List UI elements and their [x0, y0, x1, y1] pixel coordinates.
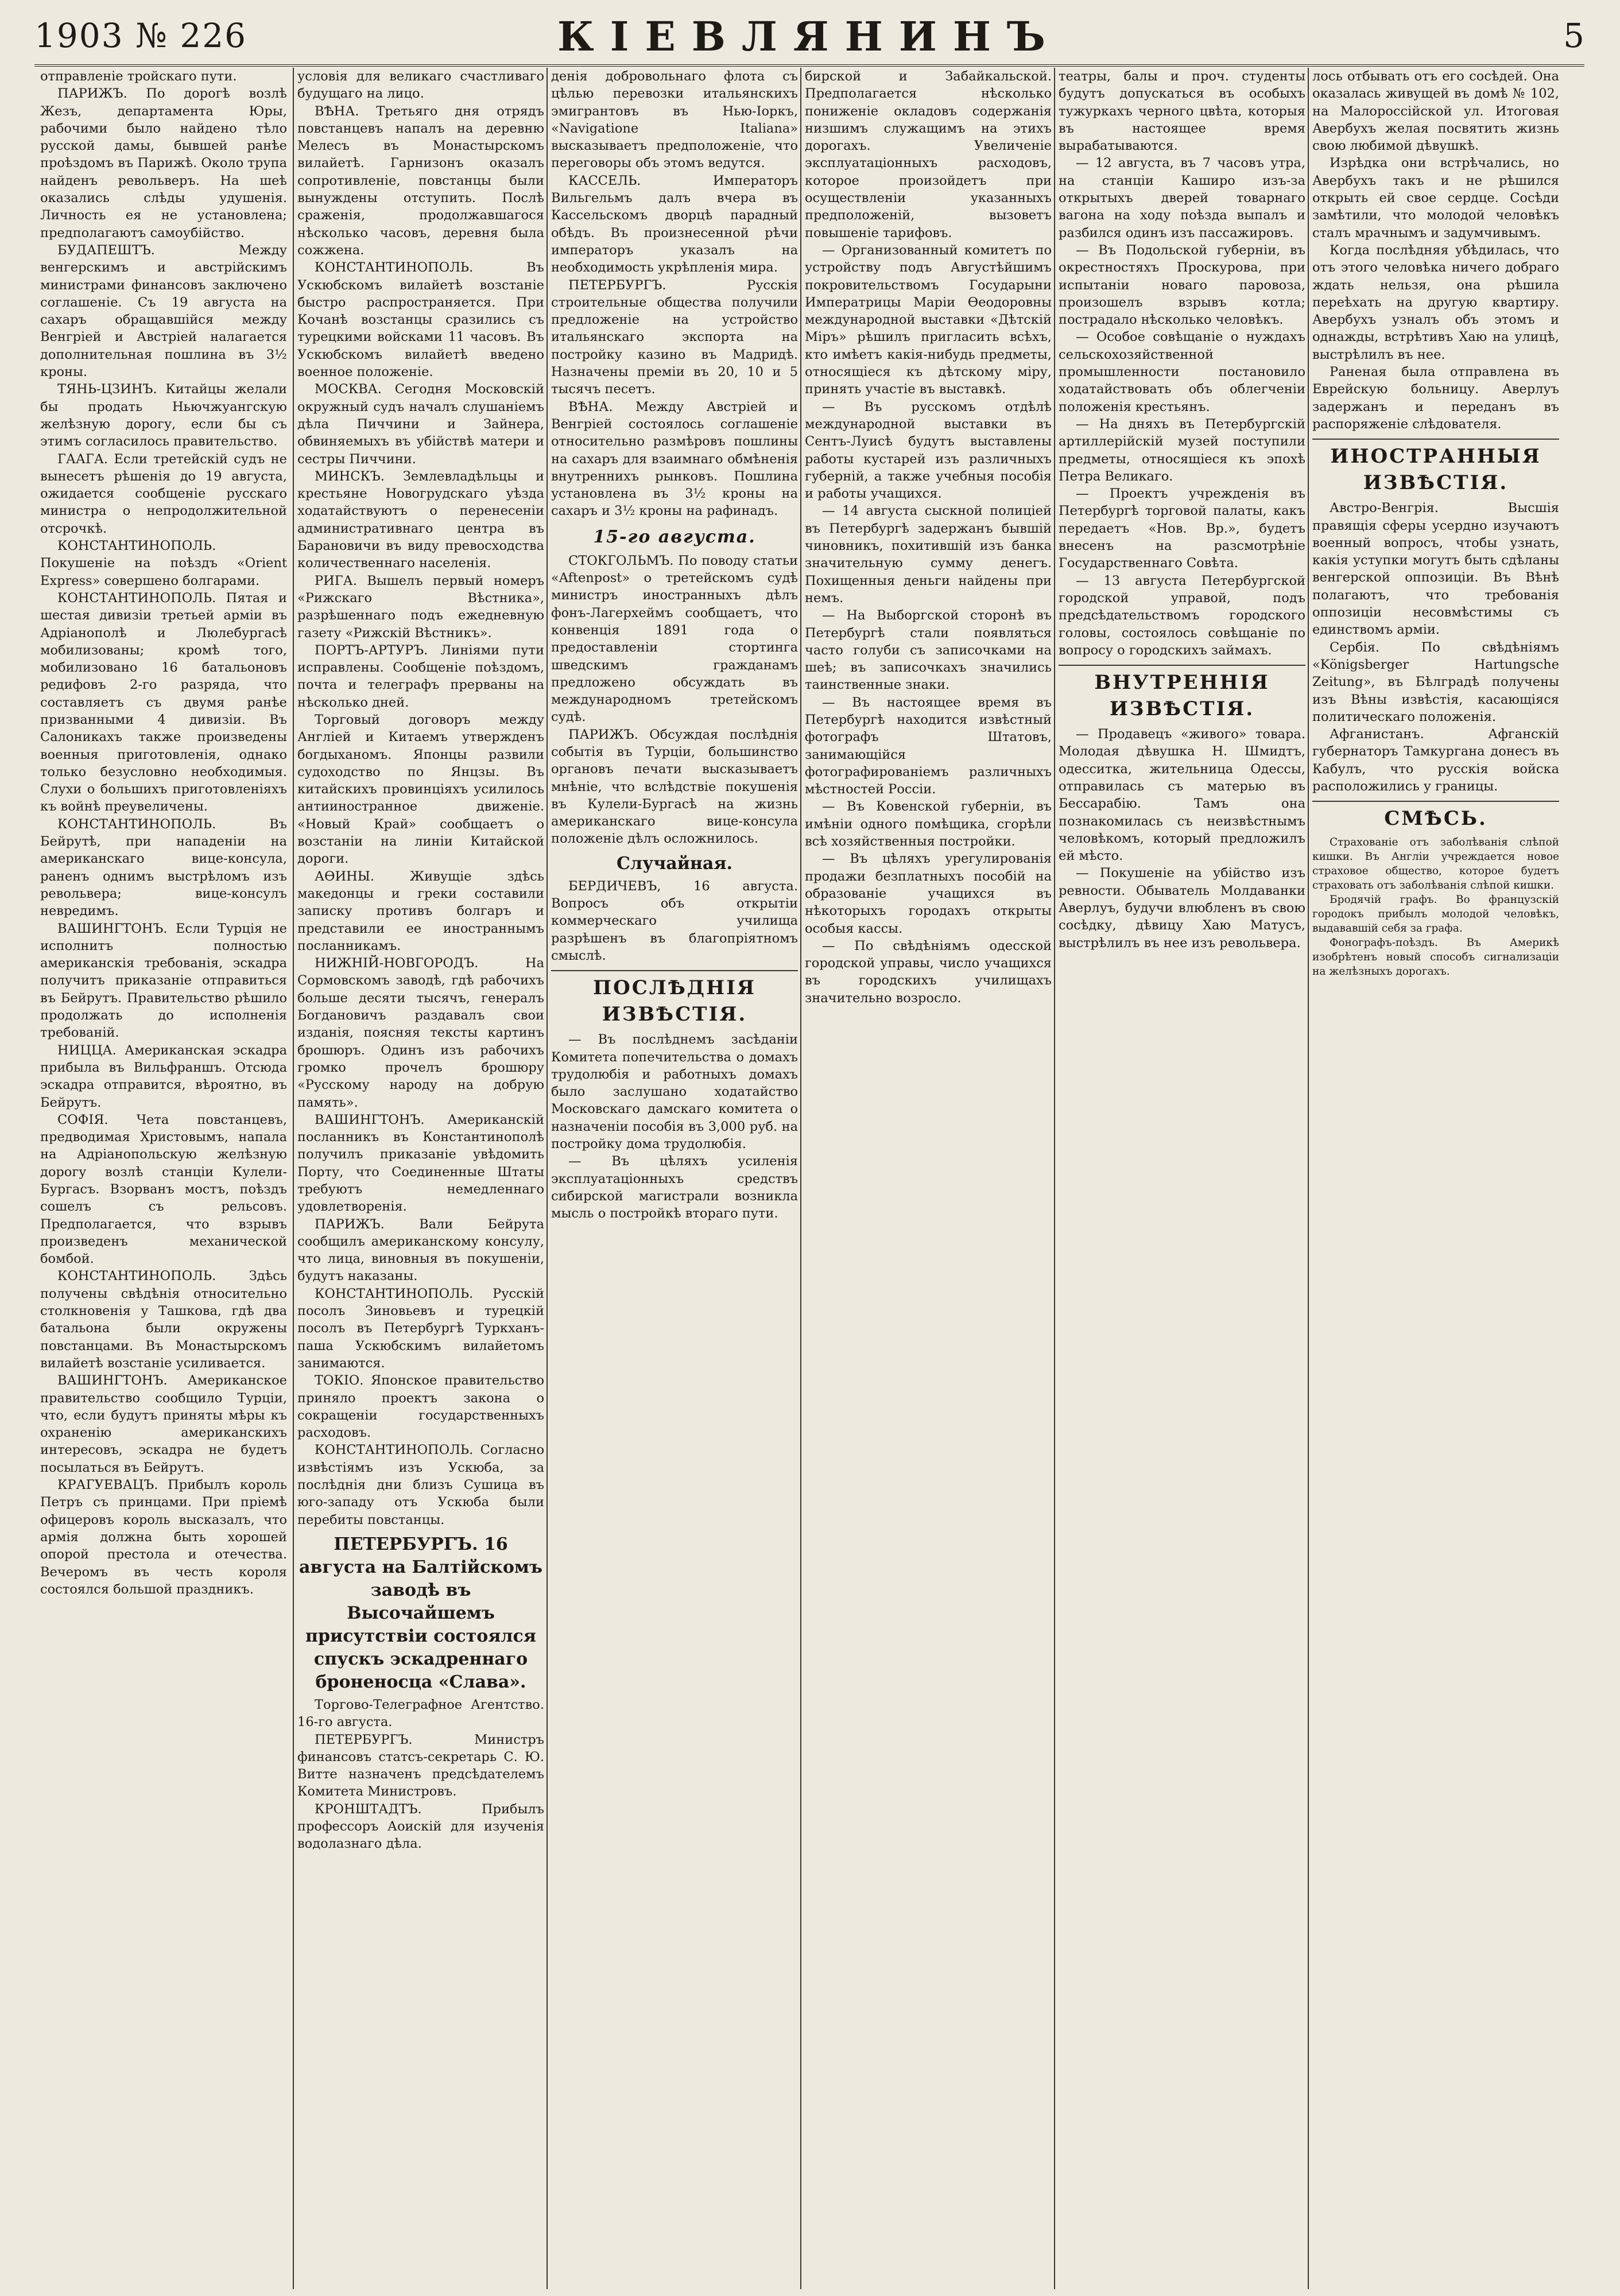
agency-heading: ПЕТЕРБУРГЪ. 16 августа на Балтійскомъ заводѣ въ Высочайшемъ присутствіи состоялся спускъ эскадреннаго броненосца «Слава».: [299, 1534, 542, 1692]
date-heading: 15-го августа.: [593, 526, 756, 547]
issue-number: 1903 № 226: [34, 16, 247, 55]
column-rule: [800, 68, 801, 2289]
rubric-heading: Случайная.: [617, 853, 733, 874]
news-paragraph: — Покушеніе на убійство изъ ревности. Обыватель Молдаванки Аверлуъ, будучи влюбленъ въ свою сосѣдку, дѣвицу Хаю Матусъ, выстрѣлилъ въ нее изъ револьвера.: [1059, 866, 1305, 951]
news-paragraph: ПЕТЕРБУРГЪ. Русскія строительные общества получили предложеніе на устройство итальянскаго экспорта на постройку казино въ Мадридѣ. Назначены преміи въ 20, 10 и 5 тысячъ песетъ.: [551, 277, 798, 397]
news-paragraph: ВѢНА. Между Австріей и Венгріей состоялось соглашеніе относительно размѣровъ пошлины на сахаръ для взаимнаго обмѣненія внутреннихъ рынковъ. Пошлина установлена въ 3½ кроны на сахаръ и 3½ кроны на рафинадъ.: [551, 399, 798, 519]
column-2: [297, 68, 544, 2289]
column-rule: [1308, 68, 1309, 2289]
news-paragraph: ПАРИЖЪ. Обсуждая послѣднія событія въ Турціи, большинство органовъ печати высказываетъ мнѣніе, что вслѣдствіе покушенія въ Кулели-Бургасѣ на жизнь американскаго вице-консула положеніе дѣлъ осложнилось.: [551, 727, 798, 847]
news-paragraph: Фонографъ-поѣздъ. Въ Америкѣ изобрѣтенъ новый способъ сигнализаціи на желѣзныхъ дорогахъ.: [1312, 937, 1559, 978]
news-paragraph: РИГА. Вышелъ первый номеръ «Рижскаго Вѣстника», разрѣшеннаго подъ ежедневную газету «Рижскій Вѣстникъ».: [297, 573, 544, 641]
news-paragraph: — Въ Подольской губерніи, въ окрестностяхъ Проскурова, при испытаніи новаго паровоза, произошелъ взрывъ котла; пострадало нѣсколько человѣкъ.: [1059, 242, 1305, 328]
news-paragraph: — 13 августа Петербургской городской управой, подъ предсѣдательствомъ городского головы, состоялось совѣщаніе по вопросу о городскихъ займахъ.: [1059, 573, 1305, 658]
news-paragraph: — Особое совѣщаніе о нуждахъ сельскохозяйственной промышленности постановило ходатайствовать объ облегченіи положенія крестьянъ.: [1059, 329, 1305, 414]
news-paragraph: КАССЕЛЬ. Императоръ Вильгельмъ далъ вчера въ Кассельскомъ дворцѣ парадный обѣдъ. Въ произнесенной рѣчи императоръ указалъ на необходимость укрѣпленія мира.: [551, 173, 798, 276]
column-1: [40, 68, 287, 2289]
news-paragraph: условія для великаго счастливаго будущаго на лицо.: [297, 69, 544, 102]
news-paragraph: театры, балы и проч. студенты будутъ допускаться въ особыхъ тужуркахъ черного цвѣта, которыя въ настоящее время вырабатываются.: [1059, 69, 1305, 154]
news-paragraph: Изрѣдка они встрѣчались, но Авербухъ такъ и не рѣшился открыть ей свое сердце. Сосѣди замѣтили, что молодой человѣкъ сталъ мрачнымъ и задумчивымъ.: [1312, 156, 1559, 241]
masthead: [34, 13, 1584, 67]
news-paragraph: ВАШИНГТОНЪ. Американскій посланникъ въ Константинополѣ получилъ приказаніе увѣдомить Порту, что Соединенные Штаты требуютъ немедленнаго удовлетворенія.: [297, 1112, 544, 1215]
news-paragraph: — Въ русскомъ отдѣлѣ международной выставки въ Сентъ-Луисѣ будутъ выставлены работы кустарей изъ различныхъ губерній, а также учебныя пособія и работы учащихся.: [805, 399, 1052, 502]
news-paragraph: — Въ цѣляхъ урегулированія продажи безплатныхъ пособій на образованіе учащихся въ нѣкоторыхъ городахъ открыты особыя кассы.: [805, 851, 1052, 936]
column-rule: [293, 68, 294, 2289]
news-paragraph: — Проектъ учрежденія въ Петербургѣ торговой палаты, какъ передаетъ «Нов. Вр.», будетъ внесенъ на разсмотрѣніе Государственнаго Совѣта.: [1059, 486, 1305, 571]
news-paragraph: ВАШИНГТОНЪ. Если Турція не исполнитъ полностью американскія требованія, эскадра получитъ приказаніе отправиться въ Бейрутъ. Правительство рѣшило продолжать до исполненія требованій.: [40, 921, 287, 1041]
news-paragraph: СТОКГОЛЬМЪ. По поводу статьи «Aftenpost» о третейскомъ судѣ министръ иностранныхъ дѣлъ фонъ-Лагерхеймъ сообщаетъ, что конвенція 1891 года о предоставленіи стортинга шведскимъ гражданамъ предложено обсуждать въ международномъ третейскомъ судѣ.: [551, 553, 798, 725]
news-paragraph: Раненая была отправлена въ Еврейскую больницу. Аверлуъ задержанъ и переданъ въ распоряженіе слѣдователя.: [1312, 364, 1559, 432]
news-paragraph: КОНСТАНТИНОПОЛЬ. Въ Ускюбскомъ вилайетѣ возстаніе быстро распространяется. При Кочанѣ возстанцы сразились съ турецкими войсками 11 часовъ. Въ Ускюбскомъ вилайетѣ введено военное положеніе.: [297, 260, 544, 380]
news-paragraph: — Организованный комитетъ по устройству подъ Августѣйшимъ покровительствомъ Государыни Императрицы Маріи Ѳеодоровны международной выставки «Дѣтскій Міръ» рѣшилъ пригласить всѣхъ, кто имѣетъ какія-нибудь предметы, относящіеся къ дѣтскому міру, принять участіе въ выставкѣ.: [805, 242, 1052, 397]
news-paragraph: ВѢНА. Третьяго дня отрядъ повстанцевъ напалъ на деревню Мелесъ въ Монастырскомъ вилайетѣ. Гарнизонъ оказалъ сопротивленіе, повстанцы были вынуждены отступить. Послѣ сраженія, продолжавшагося нѣсколько часовъ, деревня была сожжена.: [297, 103, 544, 258]
news-paragraph: — Въ настоящее время въ Петербургѣ находится извѣстный фотографъ Штатовъ, занимающійся фотографированіемъ различныхъ мѣстностей Россіи.: [805, 695, 1052, 797]
news-paragraph: МОСКВА. Сегодня Московскій окружный судъ началъ слушаніемъ дѣла Пиччини и Зайнера, обвиняемыхъ въ убійствѣ матери и сестры Пиччини.: [297, 382, 544, 467]
news-paragraph: ТЯНЬ-ЦЗИНЪ. Китайцы желали бы продать Ньючжуангскую желѣзную дорогу, если бы съ этимъ согласилось правительство.: [40, 382, 287, 449]
news-paragraph: отправленіе тройскаго пути.: [40, 69, 237, 84]
news-paragraph: лось отбывать отъ его сосѣдей. Она оказалась живущей въ домѣ № 102, на Малороссійской ул. Итоговая Авербухъ желая посвятить жизнь свою любимой дѣвушкѣ.: [1312, 69, 1559, 154]
column-4: [805, 68, 1052, 2289]
section-heading: ПОСЛѢДНІЯ ИЗВѢСТІЯ.: [551, 970, 798, 1027]
news-paragraph: — По свѣдѣніямъ одесской городской управы, число учащихся въ городскихъ училищахъ значительно возросло.: [805, 938, 1052, 1006]
news-paragraph: КОНСТАНТИНОПОЛЬ. Русскій посолъ Зиновьевъ и турецкій посолъ въ Петербургѣ Туркханъ-паша Ускюбскимъ вилайетомъ занимаются.: [297, 1286, 544, 1371]
section-heading: ИНОСТРАННЫЯ ИЗВѢСТІЯ.: [1312, 439, 1559, 496]
news-paragraph: МИНСКЪ. Землевладѣльцы и крестьяне Новогрудскаго уѣзда ходатайствуютъ о перенесеніи административнаго центра въ Барановичи въ виду превосходства количественнаго населенія.: [297, 468, 544, 571]
news-paragraph: — На дняхъ въ Петербургскій артиллерійскій музей поступили предметы, относящіеся къ эпохѣ Петра Великаго.: [1059, 416, 1305, 484]
column-rule: [547, 68, 548, 2289]
news-paragraph: ПЕТЕРБУРГЪ. Министръ финансовъ статсъ-секретарь С. Ю. Витте назначенъ предсѣдателемъ Комитета Министровъ.: [297, 1732, 544, 1799]
news-paragraph: Торговый договоръ между Англіей и Китаемъ утвержденъ богдыханомъ. Японцы развили судоходство по Янцзы. Въ китайскихъ провинціяхъ усилилось антииностранное движеніе. «Новый Край» сообщаетъ о возстаніи на линіи Китайской дороги.: [297, 712, 544, 867]
news-paragraph: КРОНШТАДТЪ. Прибылъ профессоръ Аоискій для изученія водолазнаго дѣла.: [297, 1801, 544, 1852]
news-paragraph: Сербія. По свѣдѣніямъ «Königsberger Hartungsche Zeitung», въ Бѣлградѣ получены изъ Вѣны извѣстія, касающіяся политическаго положенія.: [1312, 639, 1559, 724]
news-paragraph: Когда послѣдняя убѣдилась, что отъ этого человѣка ничего добраго ждать нельзя, она рѣшила переѣхать на другую квартиру. Авербухъ узналъ объ этомъ и однажды, встрѣтивъ Хаю на улицѣ, выстрѣлилъ въ нее.: [1312, 242, 1559, 362]
news-paragraph: НИЖНІЙ-НОВГОРОДЪ. На Сормовскомъ заводѣ, гдѣ рабочихъ больше десяти тысячъ, генералъ Богдановичъ раздавалъ свои изданія, поясняя тексты картинъ брошюръ. Одинъ изъ рабочихъ громко прочелъ брошюру «Русскому народу на добрую память».: [297, 956, 544, 1110]
news-paragraph: ПАРИЖЪ. По дорогѣ возлѣ Жезъ, департамента Юры, рабочими было найдено тѣло русской дамы, бывшей ранѣе проѣздомъ въ Парижѣ. Около трупа найденъ револьверъ. На шеѣ оказались слѣды удушенія. Личность ея не установлена; предполагаютъ самоубійство.: [40, 86, 287, 241]
section-heading: СМѢСЬ.: [1312, 801, 1559, 832]
news-paragraph: НИЦЦА. Американская эскадра прибыла въ Вильфраншъ. Отсюда эскадра отправится, вѣроятно, въ Бейрутъ.: [40, 1042, 287, 1110]
news-paragraph: ТОКІО. Японское правительство приняло проектъ закона о сокращеніи государственныхъ расходовъ.: [297, 1373, 544, 1441]
news-paragraph: Торгово-Телеграфное Агентство. 16-го августа.: [297, 1697, 544, 1730]
news-paragraph: АѲИНЫ. Живущіе здѣсь македонцы и греки составили записку противъ болгаръ и представили ее иностраннымъ посланникамъ.: [297, 868, 544, 953]
news-paragraph: ПАРИЖЪ. Вали Бейрута сообщилъ американскому консулу, что лица, виновныя въ покушеніи, будутъ наказаны.: [297, 1216, 544, 1284]
news-paragraph: — Продавецъ «живого» товара. Молодая дѣвушка Н. Шмидтъ, одесситка, жительница Одессы, отправилась съ матерью въ Бессарабію. Тамъ она познакомилась съ неизвѣстнымъ человѣкомъ, который предложилъ ей мѣсто.: [1059, 727, 1305, 864]
newspaper-title: КІЕВЛЯНИНЪ: [557, 13, 1061, 60]
news-paragraph: КОНСТАНТИНОПОЛЬ. Въ Бейрутѣ, при нападеніи на американскаго вице-консула, раненъ однимъ выстрѣломъ изъ револьвера; вице-консулъ невредимъ.: [40, 816, 287, 919]
news-paragraph: Бродячій графъ. Во французскій городокъ прибылъ молодой человѣкъ, выдававшій себя за графа.: [1312, 894, 1559, 935]
column-rule: [1054, 68, 1055, 2289]
column-6: [1312, 68, 1559, 2289]
news-paragraph: — На Выборгской сторонѣ въ Петербургѣ стали появляться часто голуби съ записочками на шеѣ; въ записочкахъ значились таинственные знаки.: [805, 608, 1052, 693]
news-paragraph: Страхованіе отъ заболѣванія слѣпой кишки. Въ Англіи учреждается новое страховое общество, которое будетъ страховать отъ заболѣванія слѣпой кишки.: [1312, 836, 1559, 892]
news-paragraph: ПОРТЪ-АРТУРЪ. Линіями пути исправлены. Сообщеніе поѣздомъ, почта и телеграфъ прерваны на нѣсколько дней.: [297, 642, 544, 710]
news-paragraph: ВАШИНГТОНЪ. Американское правительство сообщило Турціи, что, если будутъ приняты мѣры къ охраненію американскихъ интересовъ, эскадра не будетъ посылаться въ Бейрутъ.: [40, 1373, 287, 1475]
news-paragraph: — 12 августа, въ 7 часовъ утра, на станціи Каширо изъ-за открытыхъ дверей товарнаго вагона на ходу поѣзда выпалъ и разбился одинъ изъ пассажировъ.: [1059, 156, 1305, 241]
column-5: [1059, 68, 1305, 2289]
news-paragraph: денія добровольнаго флота съ цѣлью перевозки итальянскихъ эмигрантовъ въ Нью-Іоркъ, «Navigatione Italiana» высказываетъ предположеніе, что переговоры объ этомъ ведутся.: [551, 69, 798, 171]
news-paragraph: — Въ Ковенской губерніи, въ имѣніи одного помѣщика, сгорѣли всѣ хозяйственныя постройки.: [805, 799, 1052, 850]
column-3: [551, 68, 798, 2289]
news-paragraph: КОНСТАНТИНОПОЛЬ. Покушеніе на поѣздъ «Orient Express» совершено болгарами.: [40, 538, 287, 588]
news-paragraph: — 14 августа сыскной полиціей въ Петербургѣ задержанъ бывшій чиновникъ, похитившій изъ банка значительную сумму денегъ. Похищенныя деньги найдены при немъ.: [805, 503, 1052, 606]
section-heading: ВНУТРЕННІЯ ИЗВѢСТІЯ.: [1059, 665, 1305, 722]
news-paragraph: — Въ цѣляхъ усиленія эксплуатаціонныхъ средствъ сибирской магистрали возникла мысль о постройкѣ втораго пути.: [551, 1154, 798, 1221]
page-number: 5: [1563, 16, 1584, 55]
news-paragraph: КОНСТАНТИНОПОЛЬ. Пятая и шестая дивизіи третьей арміи въ Адріанополѣ и Люлебургасѣ мобилизованы; кромѣ того, мобилизовано 16 батальоновъ редифовъ 2-го разряда, что составляетъ съ двумя ранѣе призванными 4 дивизіи. Въ Салоникахъ также произведены военныя приготовленія, однако только безусловно необходимыя. Слухи о большихъ приготовленіяхъ къ войнѣ преувеличены.: [40, 590, 287, 815]
news-paragraph: КОНСТАНТИНОПОЛЬ. Здѣсь получены свѣдѣнія относительно столкновенія у Ташкова, гдѣ два батальона были окружены повстанцами. Въ Монастырскомъ вилайетѣ возстаніе усиливается.: [40, 1269, 287, 1371]
news-paragraph: БЕРДИЧЕВЪ, 16 августа. Вопросъ объ открытіи коммерческаго училища разрѣшенъ въ благопріятномъ смыслѣ.: [551, 878, 798, 963]
news-paragraph: БУДАПЕШТЪ. Между венгерскимъ и австрійскимъ министрами финансовъ заключено соглашеніе. Съ 19 августа на сахаръ обращавшійся между Венгріей и Австріей налагается дополнительная пошлина въ 3½ кроны.: [40, 242, 287, 380]
news-paragraph: СОФІЯ. Чета повстанцевъ, предводимая Христовымъ, напала на Адріанопольскую желѣзную дорогу возлѣ станціи Кулели-Бургасъ. Взорванъ мостъ, поѣздъ сошелъ съ рельсовъ. Предполагается, что взрывъ произведенъ механической бомбой.: [40, 1112, 287, 1267]
news-paragraph: — Въ послѣднемъ засѣданіи Комитета попечительства о домахъ трудолюбія и работныхъ домахъ было заслушано ходатайство Московскаго дамскаго комитета о назначеніи пособія въ 3,000 руб. на постройку дома трудолюбія.: [551, 1032, 798, 1152]
news-paragraph: КОНСТАНТИНОПОЛЬ. Согласно извѣстіямъ изъ Ускюба, за послѣднія дни близъ Сушица въ юго-западу отъ Ускюба были перебиты повстанцы.: [297, 1442, 544, 1527]
news-paragraph: КРАГУЕВАЦЪ. Прибылъ король Петръ съ принцами. При пріемѣ офицеровъ король высказалъ, что армія должна быть хорошей опорой престола и отечества. Вечеромъ въ честь короля состоялся большой праздникъ.: [40, 1477, 287, 1597]
news-paragraph: бирской и Забайкальской. Предполагается нѣсколько пониженіе окладовъ содержанія низшимъ служащимъ на этихъ дорогахъ. Увеличеніе эксплуатаціонныхъ расходовъ, которое произойдетъ при осуществленіи указанныхъ предположеній, вызоветъ повышеніе тарифовъ.: [805, 69, 1052, 241]
news-paragraph: Австро-Венгрія. Высшія правящія сферы усердно изучаютъ военный вопросъ, чтобы узнать, какія уступки могутъ быть сдѣланы венгерской оппозиціи. Въ Вѣнѣ полагаютъ, что требованія оппозиціи несовмѣстимы съ единствомъ арміи.: [1312, 501, 1559, 638]
news-paragraph: Афганистанъ. Афганскій губернаторъ Тамкургана донесъ въ Кабулъ, что русскія войска расположились у границы.: [1312, 727, 1559, 794]
news-paragraph: ГААГА. Если третейскій судъ не вынесетъ рѣшенія до 19 августа, ожидается сообщеніе русскаго министра о непродолжительной отсрочкѣ.: [40, 451, 287, 536]
